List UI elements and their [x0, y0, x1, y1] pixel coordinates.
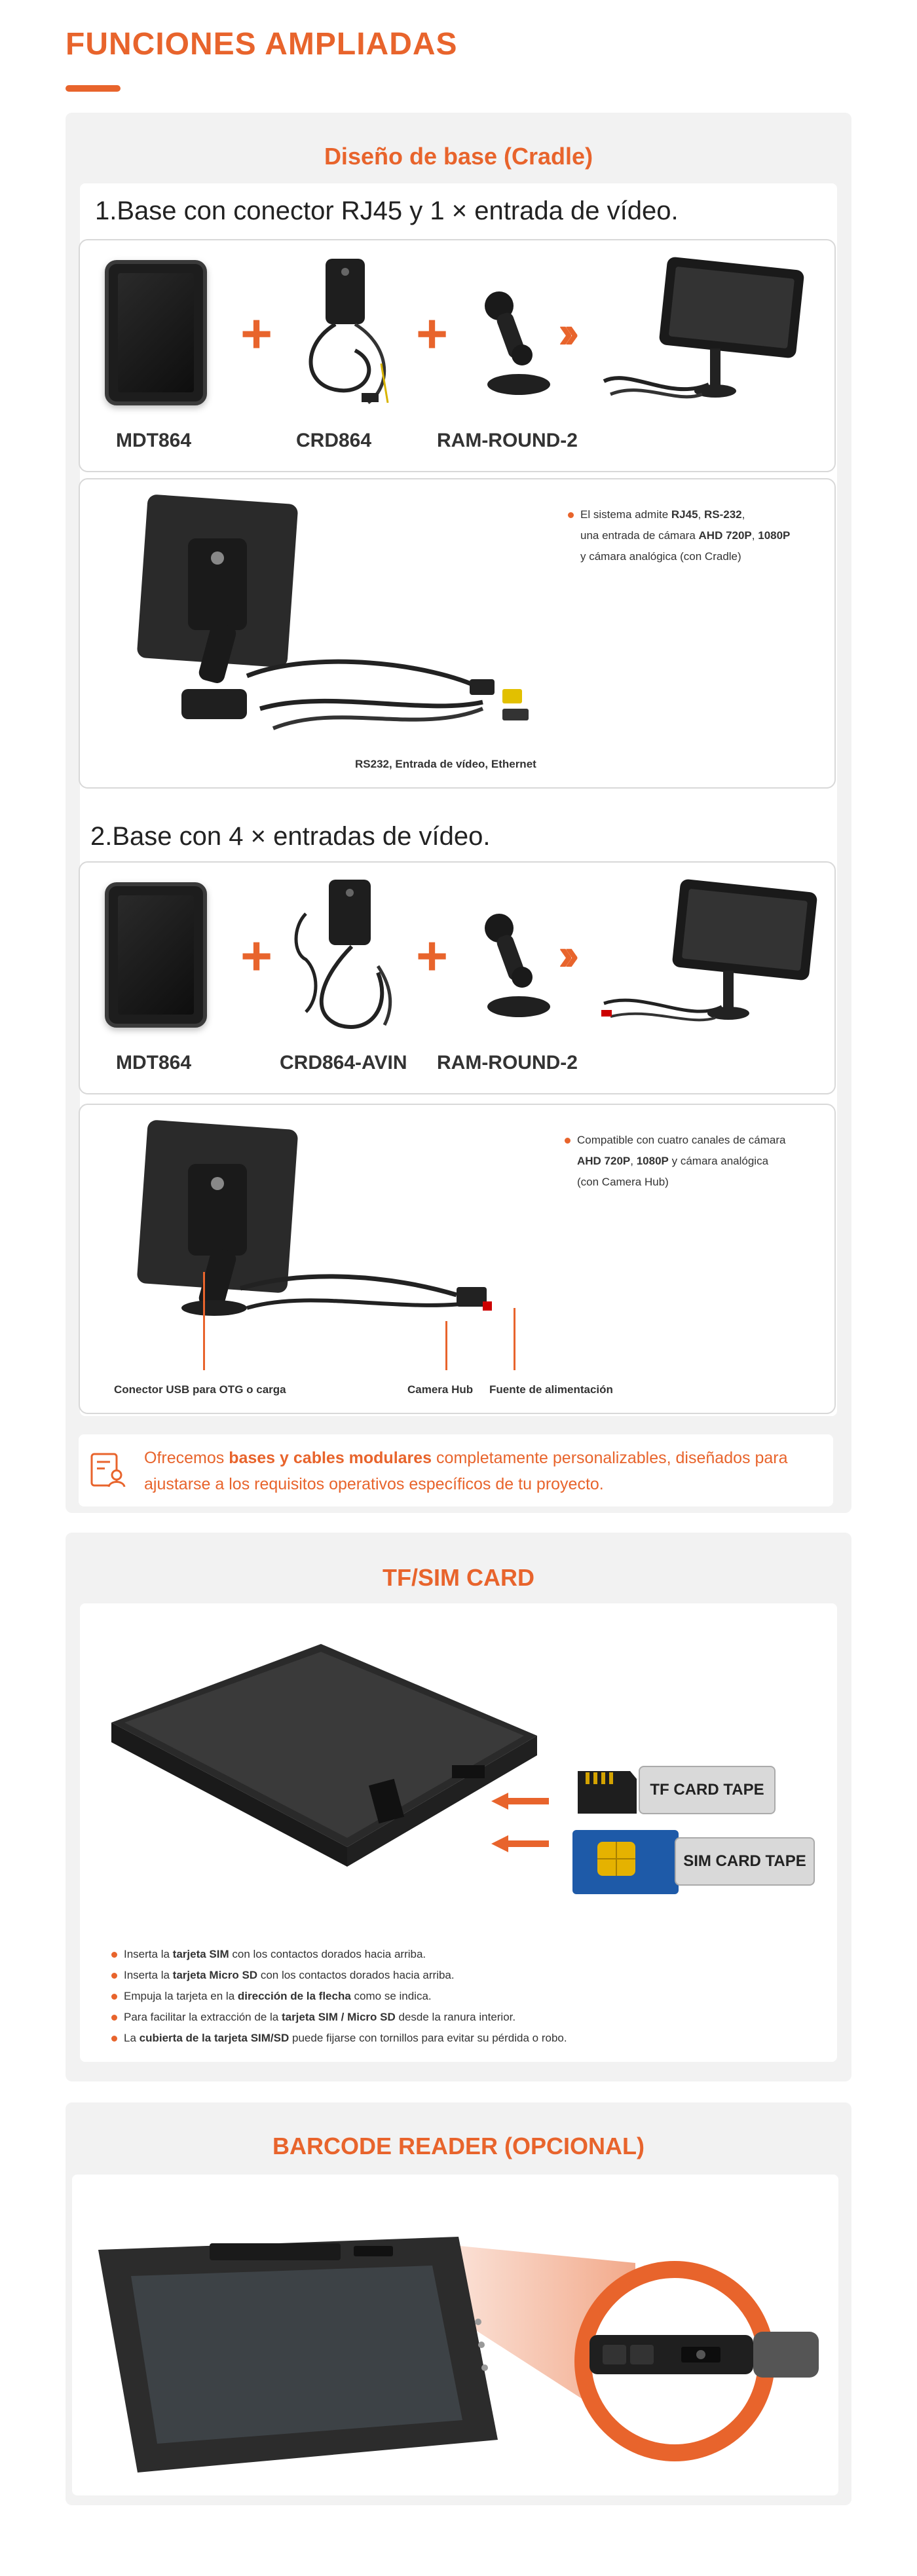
- arrow-left-icon: [491, 1791, 550, 1811]
- ram-round-mount-image: [473, 286, 552, 398]
- tablet-rear-mount-image: [116, 1118, 588, 1373]
- camera-hub-caption: Camera Hub: [407, 1383, 474, 1396]
- page-title: FUNCIONES AMPLIADAS: [66, 27, 458, 62]
- title-underline: [66, 85, 121, 92]
- product-label: MDT864: [116, 430, 192, 451]
- plus-icon: +: [240, 925, 273, 986]
- sim-instructions: [111, 1944, 567, 2049]
- list-item: Para facilitar la extracción de la tarjeta SIM / Micro SD desde la ranura interior.: [111, 2007, 567, 2028]
- power-caption: Fuente de alimentación: [489, 1383, 613, 1396]
- base2-detail-card: [79, 1104, 836, 1414]
- base1-bullet: El sistema admite RJ45, RS-232, una entrada de cámara AHD 720P, 1080P y cámara analógica (con Cradle): [568, 504, 823, 567]
- product-label: CRD864-AVIN: [280, 1052, 407, 1073]
- mdt864-tablet-image: [105, 260, 207, 405]
- tablet-barcode-reader-image: [92, 2224, 838, 2486]
- assembled-tablet-image: [591, 257, 807, 414]
- tablet-rear-mount-image: [116, 493, 588, 748]
- modular-note-text: Ofrecemos bases y cables modulares completamente personalizables, diseñados para ajustarse a los requisitos operativos específicos de tu proyecto.: [144, 1449, 788, 1493]
- product-label: RAM-ROUND-2: [437, 1052, 578, 1073]
- sim-card-icon: [571, 1829, 680, 1895]
- barcode-title: BARCODE READER (OPCIONAL): [272, 2133, 645, 2159]
- base1-detail-card: [79, 478, 836, 789]
- product-label: CRD864: [296, 430, 372, 451]
- arrow-left-icon: [491, 1834, 550, 1854]
- product-label: RAM-ROUND-2: [437, 430, 578, 451]
- usb-caption: Conector USB para OTG o carga: [114, 1383, 286, 1396]
- list-item: Inserta la tarjeta SIM con los contactos dorados hacia arriba.: [111, 1944, 567, 1965]
- mdt864-tablet-image: [105, 882, 207, 1028]
- double-chevron-icon: ››: [558, 307, 571, 358]
- profile-document-icon: [86, 1449, 128, 1491]
- base2-products-card: [79, 861, 836, 1094]
- ram-round-mount-image: [473, 908, 552, 1020]
- sim-title: TF/SIM CARD: [383, 1564, 534, 1591]
- base2-heading: 2.Base con 4 × entradas de vídeo.: [90, 822, 491, 851]
- crd864-avin-cradle-image: [280, 874, 404, 1038]
- usb-pointer-line: [203, 1272, 205, 1370]
- plus-icon: +: [416, 303, 449, 364]
- base1-products-card: [79, 239, 836, 472]
- sim-card-tape-label: SIM CARD TAPE: [675, 1837, 815, 1886]
- base2-bullet: Compatible con cuatro canales de cámara AHD 720P, 1080P y cámara analógica (con Camera Hub): [565, 1130, 827, 1193]
- camera-hub-pointer-line: [445, 1321, 447, 1370]
- assembled-tablet-image: [597, 879, 820, 1036]
- product-label: MDT864: [116, 1052, 192, 1073]
- double-chevron-icon: ››: [558, 929, 571, 980]
- list-item: Inserta la tarjeta Micro SD con los contactos dorados hacia arriba.: [111, 1965, 567, 1986]
- power-pointer-line: [514, 1308, 515, 1370]
- bullet-dot: [565, 1138, 571, 1144]
- list-item: Empuja la tarjeta en la dirección de la flecha como se indica.: [111, 1986, 567, 2007]
- cradle-title: Diseño de base (Cradle): [324, 143, 593, 170]
- base1-caption: RS232, Entrada de vídeo, Ethernet: [355, 758, 536, 770]
- plus-icon: +: [416, 925, 449, 986]
- base1-heading: 1.Base con conector RJ45 y 1 × entrada de vídeo.: [95, 196, 679, 225]
- bullet-dot: [568, 512, 574, 518]
- tf-card-tape-label: TF CARD TAPE: [639, 1766, 776, 1814]
- plus-icon: +: [240, 303, 273, 364]
- crd864-cradle-image: [290, 252, 401, 409]
- list-item: La cubierta de la tarjeta SIM/SD puede fijarse con tornillos para evitar su pérdida o robo.: [111, 2028, 567, 2049]
- modular-note: [79, 1434, 833, 1506]
- microsd-card-icon: [571, 1764, 643, 1817]
- tablet-side-sim-slot-image: [98, 1631, 557, 1880]
